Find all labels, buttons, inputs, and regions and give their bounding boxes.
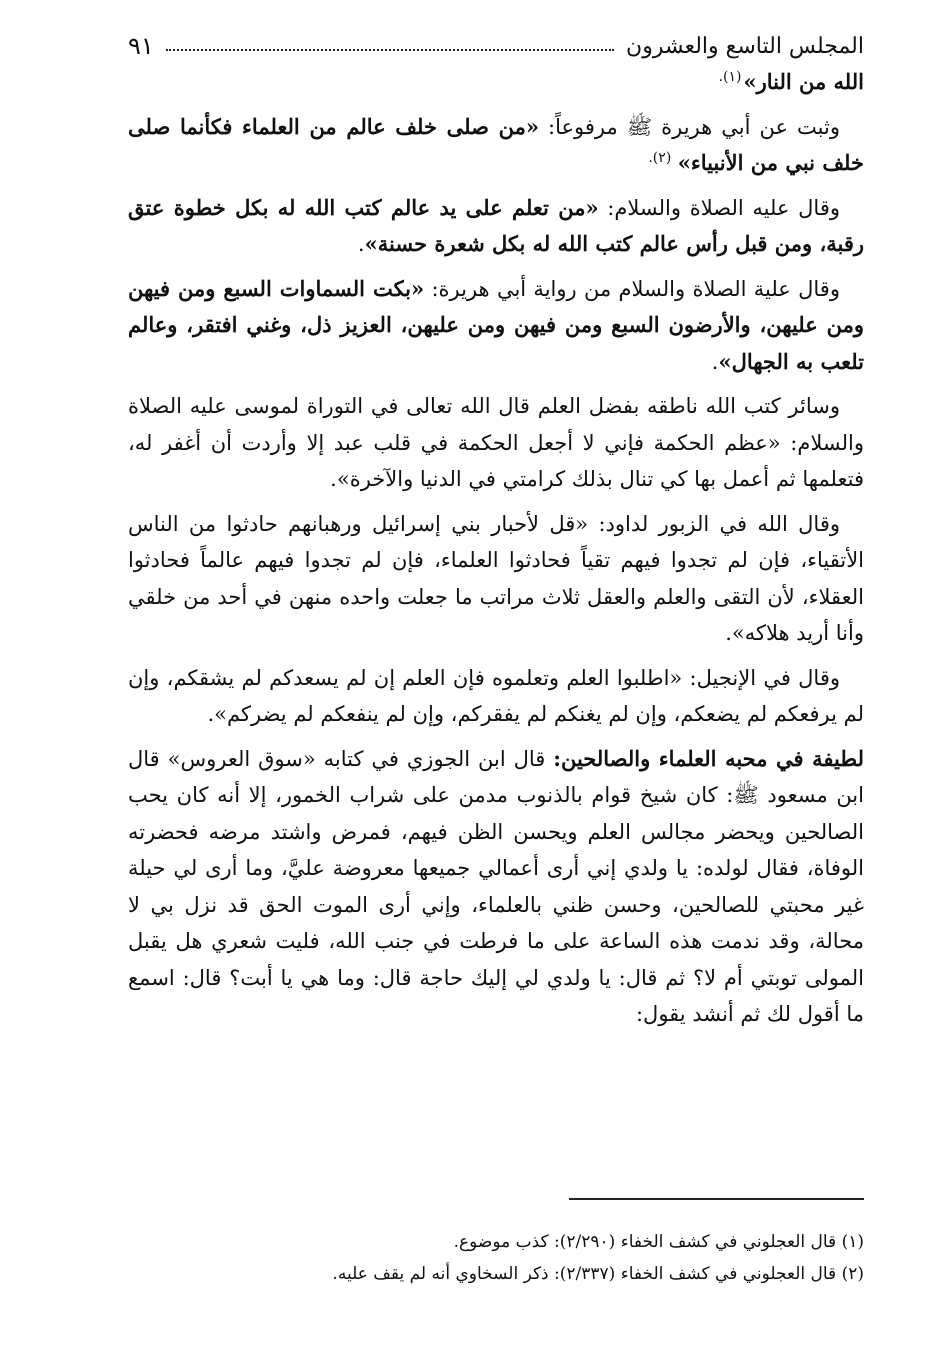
bold-quote: الله من النار» xyxy=(743,69,864,94)
paragraph xyxy=(128,506,864,652)
text-segment: وقال علية الصلاة والسلام من رواية أبي هريرة: xyxy=(424,276,840,301)
footnotes xyxy=(128,1226,864,1290)
bold-quote: لطيفة في محبه العلماء والصالحين: xyxy=(553,745,864,771)
bold-quote: «بكت السماوات السبع ومن فيهن ومن عليهن، والأرضون السبع ومن فيهن ومن عليهن، العزيز ذل، وغني افتقر، وعالم تلعب به الجهال» xyxy=(128,275,864,374)
page-header xyxy=(128,28,864,64)
paragraph xyxy=(128,190,864,263)
paragraph xyxy=(128,741,864,1033)
text-segment: قال ابن الجوزي في كتابه «سوق العروس» قال ابن مسعود ﷺ: كان شيخ قوام بالذنوب مدمن على شراب الخمور، إلا أنه كان يحب الصالحين ويحضر مجالس العلم ويحسن الظن فيهم، فمرض واشتد مرضه فحضرته الوفاة، فقال لولده: يا ولدي إني أرى أعمالي جميعها معروضة عليَّ، وما أرى لي حيلة غير محبتي للصالحين، وحسن ظني بالعلماء، وإني أرى الموت الحق قد نزل بي لا محالة، وقد ندمت هذه الساعة على ما فرطت في جنب الله، فليت شعري هل يقبل المولى توبتي أم لا؟ ثم قال: يا ولدي لي إليك حاجة قال: وما هي يا أبت؟ قال: اسمع ما أقول لك ثم أنشد يقول: xyxy=(128,746,864,1026)
text-segment: وثبت عن أبي هريرة ﷺ مرفوعاً: xyxy=(538,114,840,139)
text-segment: وقال الله في الزبور لداود: «قل لأحبار بني إسرائيل ورهبانهم حادثوا من الناس الأتقياء، فإن لم تجدوا فيهم تقياً فحادثوا العلماء، فإن لم تجدوا فيهم عالماً فحادثوا العقلاء، لأن التقى والعلم والعقل ثلاث مراتب ما جعلت واحده منهن في أحد من خلقي وأنا أريد هلاكه». xyxy=(128,511,864,645)
text-segment: . xyxy=(711,349,719,374)
text-segment: وقال عليه الصلاة والسلام: xyxy=(598,195,841,220)
bold-quote: «من صلى خلف عالم من العلماء فكأنما صلى خلف نبي من الأنبياء» xyxy=(128,113,864,175)
paragraph xyxy=(128,388,864,498)
paragraph xyxy=(128,109,864,182)
page-number: ٩١ xyxy=(128,32,154,60)
paragraph xyxy=(128,64,864,101)
text-segment: . xyxy=(357,232,365,256)
main-text xyxy=(128,64,864,1041)
footnote-2: (٢) قال العجلوني في كشف الخفاء (٢/٣٣٧): ذكر السخاوي أنه لم يقف عليه. xyxy=(332,1264,864,1284)
paragraph xyxy=(128,660,864,733)
paragraph xyxy=(128,271,864,381)
running-title: المجلس التاسع والعشرون xyxy=(626,33,864,59)
footnote-separator xyxy=(569,1198,864,1200)
footnote-1: (١) قال العجلوني في كشف الخفاء (٢/٢٩٠): كذب موضوع. xyxy=(453,1232,864,1252)
footnote-reference: (١). xyxy=(718,69,742,85)
footnote-reference: (٢). xyxy=(648,150,676,166)
text-segment: وقال في الإنجيل: «اطلبوا العلم وتعلموه فإن العلم إن لم يسعدكم لم يشقكم، وإن لم يرفعكم لم يضعكم، وإن لم يغنكم لم يفقركم، وإن لم ينفعكم لم يضركم». xyxy=(128,665,864,726)
text-segment: وسائر كتب الله ناطقه بفضل العلم قال الله تعالى في التوراة لموسى عليه الصلاة والسلام: «عظم الحكمة فإني لا أجعل الحكمة في قلب عبد إلا وأردت أن أغفر له، فتعلمها ثم أعمل بها كي تنال بذلك كرامتي في الدنيا والآخرة». xyxy=(128,394,864,491)
header-dotted-leader xyxy=(166,49,614,51)
bold-quote: «من تعلم على يد عالم كتب الله له بكل خطوة عتق رقبة، ومن قبل رأس عالم كتب الله له بكل شعرة حسنة» xyxy=(128,194,864,256)
